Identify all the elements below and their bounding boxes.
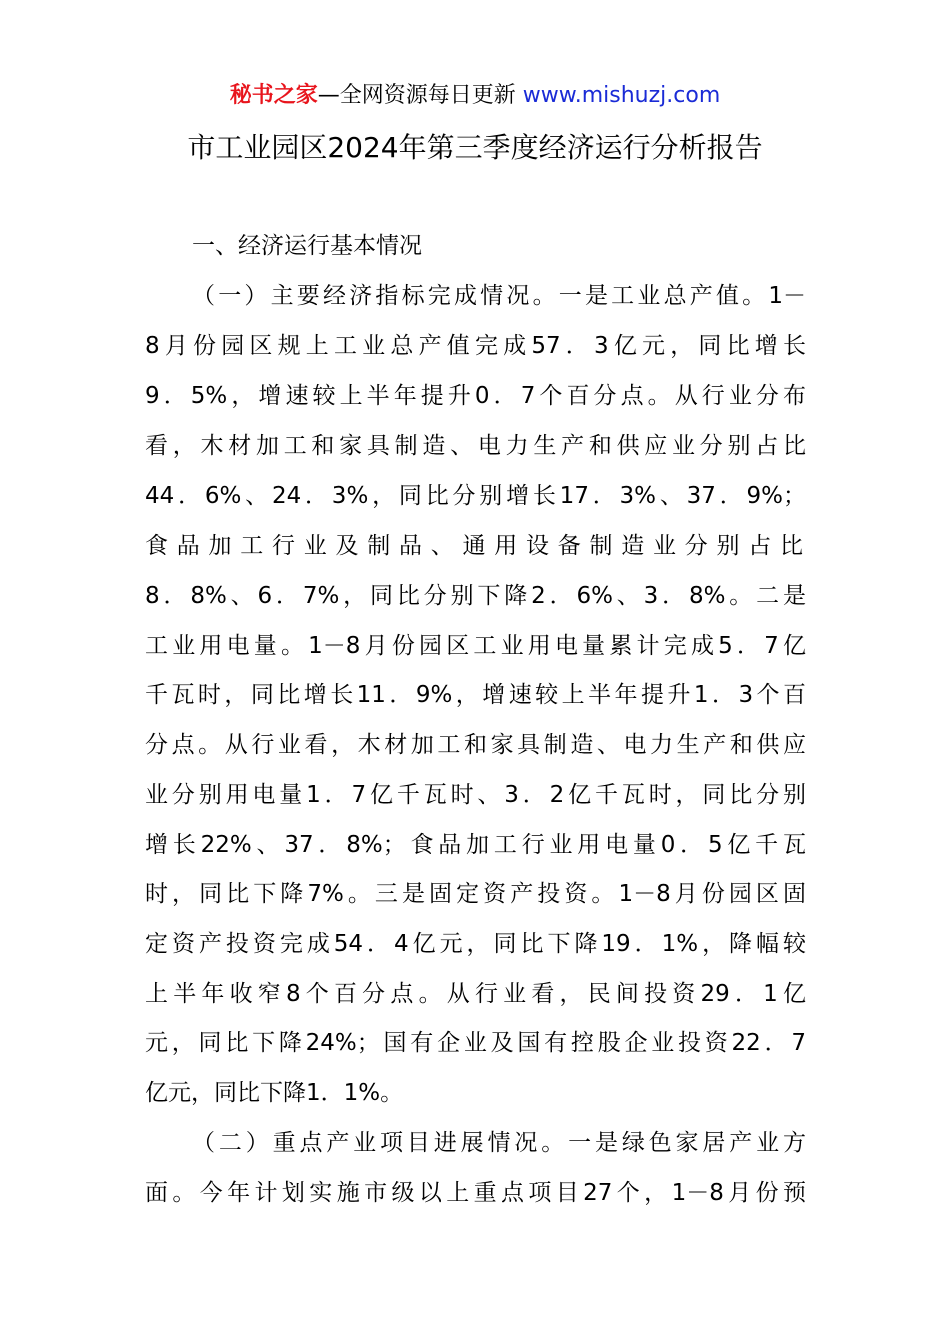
text-line: 上半年收窄8个百分点。从行业看，民间投资29．1亿 (145, 981, 806, 1007)
text-line: 8月份园区规上工业总产值完成57．3亿元，同比增长 (145, 333, 806, 359)
page-header (0, 80, 950, 112)
text-line: （一）主要经济指标完成情况。一是工业总产值。1－ (192, 283, 806, 309)
text-line: 9．5%，增速较上半年提升0．7个百分点。从行业分布 (145, 383, 806, 409)
text-line: 食品加工行业及制品、通用设备制造业分别占比 (145, 533, 806, 559)
text-line: 元，同比下降24%；国有企业及国有控股企业投资22．7 (145, 1030, 806, 1056)
section-heading: 一、经济运行基本情况 (192, 233, 422, 259)
text-line: 44．6%、24．3%，同比分别增长17．3%、37．9%； (145, 483, 806, 509)
text-line: 业分别用电量1．7亿千瓦时、3．2亿千瓦时，同比分别 (145, 782, 806, 808)
site-url[interactable]: www.mishuzj.com (522, 83, 721, 108)
text-line: 时，同比下降7%。三是固定资产投资。1－8月份园区固 (145, 881, 806, 907)
text-line: 8．8%、6．7%，同比分别下降2．6%、3．8%。二是 (145, 583, 807, 609)
text-line: 看，木材加工和家具制造、电力生产和供应业分别占比 (145, 433, 806, 459)
text-line: 亿元，同比下降1．1%。 (145, 1080, 404, 1106)
text-line: 分点。从行业看，木材加工和家具制造、电力生产和供应 (145, 732, 806, 758)
text-line: 定资产投资完成54．4亿元，同比下降19．1%，降幅较 (145, 931, 806, 957)
text-line: （二）重点产业项目进展情况。一是绿色家居产业方 (192, 1130, 806, 1156)
brand-name: 秘书之家 (229, 83, 318, 108)
text-line: 增长22%、37．8%；食品加工行业用电量0．5亿千瓦 (145, 832, 806, 858)
text-line: 千瓦时，同比增长11．9%，增速较上半年提升1．3个百 (145, 682, 806, 708)
header-tagline: —全网资源每日更新 (317, 83, 523, 108)
text-line: 面。今年计划实施市级以上重点项目27个，1－8月份预 (145, 1180, 806, 1206)
text-line: 工业用电量。1－8月份园区工业用电量累计完成5．7亿 (145, 633, 806, 659)
document-title: 市工业园区2024年第三季度经济运行分析报告 (187, 131, 763, 164)
